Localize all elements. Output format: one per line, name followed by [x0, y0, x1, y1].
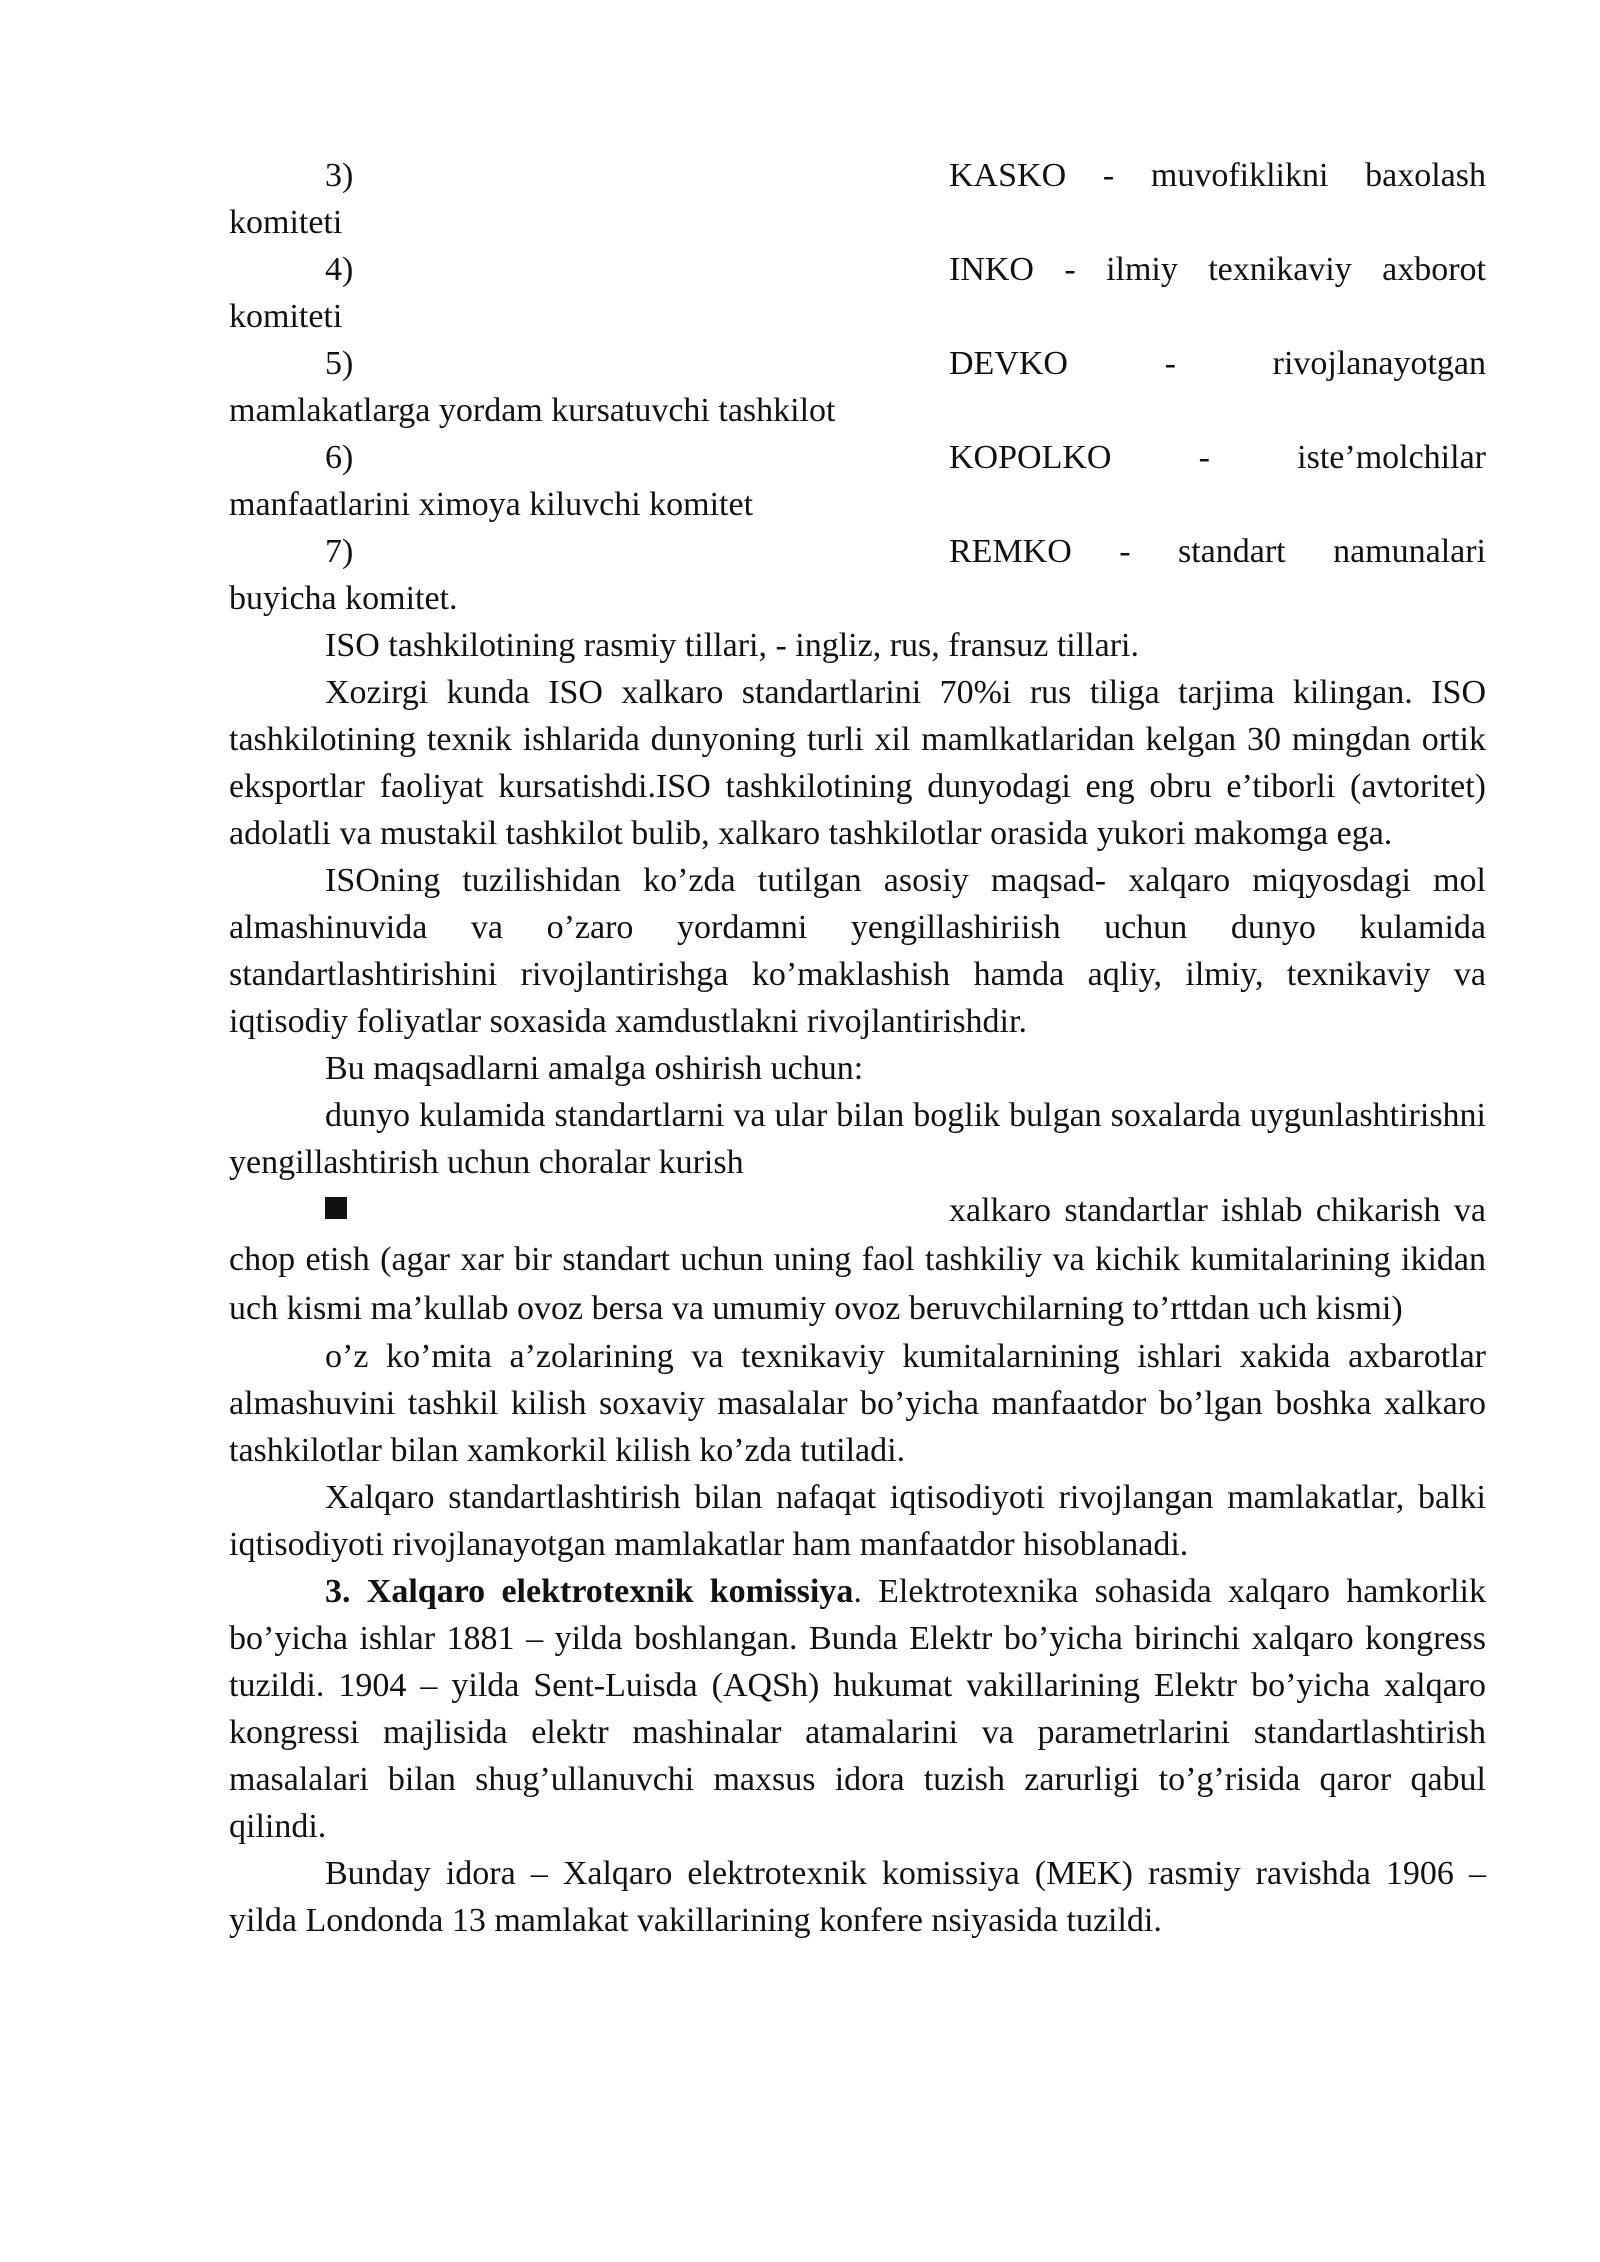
section-heading-iec: 3. Xalqaro elektrotexnik komissiya [325, 1573, 854, 1610]
bullet-item-standards-publishing [229, 1186, 1486, 1333]
list-item-kasko [229, 152, 1486, 246]
paragraph-iso-goal: ISOning tuzilishidan ko’zda tutilgan asosiy maqsad- xalqaro miqyosdagi mol almashinuvida va o’zaro yordamni yengillashiriish uchun dunyo kulamida standartlashtirishini rivojlantirishga ko’maklashish hamda aqliy, ilmiy, texnikaviy va iqtisodiy foliyatlar soxasida xamdustlakni rivojlantirishdir. [229, 862, 1486, 1040]
paragraph-goals-intro: Bu maqsadlarni amalga oshirish uchun: [325, 1050, 864, 1087]
list-item-kopolko [229, 434, 1486, 528]
black-square-icon [325, 1197, 347, 1219]
list-item-devko [229, 340, 1486, 434]
list-item-head: KASKO - muvofiklikni baxolash [949, 157, 1486, 194]
paragraph-information-exchange: o’z ko’mita a’zolarining va texnikaviy kumitalarnining ishlari xakida axbarotlar almashuvini tashkil kilish soxaviy masalalar bo’yicha manfaatdor bo’lgan boshka xalkaro tashkilotlar bilan xamkorkil kilish ko’zda tutiladi. [229, 1338, 1486, 1469]
document-page [229, 152, 1486, 1944]
paragraph-iec-founding: Bunday idora – Xalqaro elektrotexnik komissiya (MEK) rasmiy ravishda 1906 – yilda Londonda 13 mamlakat vakillarining konfere nsiyasida tuzildi. [229, 1855, 1486, 1939]
list-item-continuation: manfaatlarini ximoya kiluvchi komitet [229, 486, 754, 523]
list-number: 7) [325, 533, 354, 570]
paragraph-text: . Elektrotexnika sohasida xalqaro hamkorlik bo’yicha ishlar 1881 – yilda boshlangan. Bunda Elektr bo’yicha birinchi xalqaro kongress tuzildi. 1904 – yilda Sent-Luisda (AQSh) hukumat vakillarining Elektr bo’yicha xalqaro kongressi majlisida elektr mashinalar atamalarini va parametrlarini standartlashtirish masalalari bilan shug’ullanuvchi maxsus idora tuzish zarurligi to’g’risida qaror qabul qilindi. [229, 1573, 1486, 1845]
list-item-remko [229, 528, 1486, 622]
list-item-continuation: buyicha komitet. [229, 580, 458, 617]
paragraph-official-languages: ISO tashkilotining rasmiy tillari, - ingliz, rus, fransuz tillari. [325, 627, 1139, 664]
list-item-head: INKO - ilmiy texnikaviy axborot [949, 251, 1486, 288]
bullet-text: xalkaro standartlar ishlab chikarish va chop etish (agar xar bir standart uchun uning faol tashkiliy va kichik kumitalarining ikidan uch kismi ma’kullab ovoz bersa va umumiy ovoz beruvchilarning to’rttdan uch kismi) [229, 1192, 1486, 1327]
list-number: 5) [325, 345, 354, 382]
paragraph-iec-history [229, 1568, 1486, 1850]
list-item-continuation: komiteti [229, 298, 343, 335]
list-item-head: REMKO - standart namunalari [949, 533, 1486, 570]
paragraph-iso-standards: Xozirgi kunda ISO xalkaro standartlarini 70%i rus tiliga tarjima kilingan. ISO tashkilotining texnik ishlarida dunyoning turli xil mamlkatlaridan kelgan 30 mingdan ortik eksportlar faoliyat kursatishdi.ISO tashkilotining dunyodagi eng obru e’tiborli (avtoritet) adolatli va mustakil tashkilot bulib, xalkaro tashkilotlar orasida yukori makomga ega. [229, 674, 1486, 852]
list-number: 4) [325, 251, 354, 288]
list-item-continuation: mamlakatlarga yordam kursatuvchi tashkilot [229, 392, 836, 429]
paragraph-harmonization: dunyo kulamida standartlarni va ular bilan boglik bulgan soxalarda uygunlashtirishni yengillashtirish uchun choralar kurish [229, 1097, 1486, 1181]
list-number: 3) [325, 157, 354, 194]
paragraph-international-standardization: Xalqaro standartlashtirish bilan nafaqat iqtisodiyoti rivojlangan mamlakatlar, balki iqtisodiyoti rivojlanayotgan mamlakatlar ham manfaatdor hisoblanadi. [229, 1479, 1486, 1563]
list-item-continuation: komiteti [229, 204, 343, 241]
list-number: 6) [325, 439, 354, 476]
list-item-head: DEVKO - rivojlanayotgan [949, 345, 1486, 382]
list-item-head: KOPOLKO - iste’molchilar [949, 439, 1486, 476]
list-item-inko [229, 246, 1486, 340]
